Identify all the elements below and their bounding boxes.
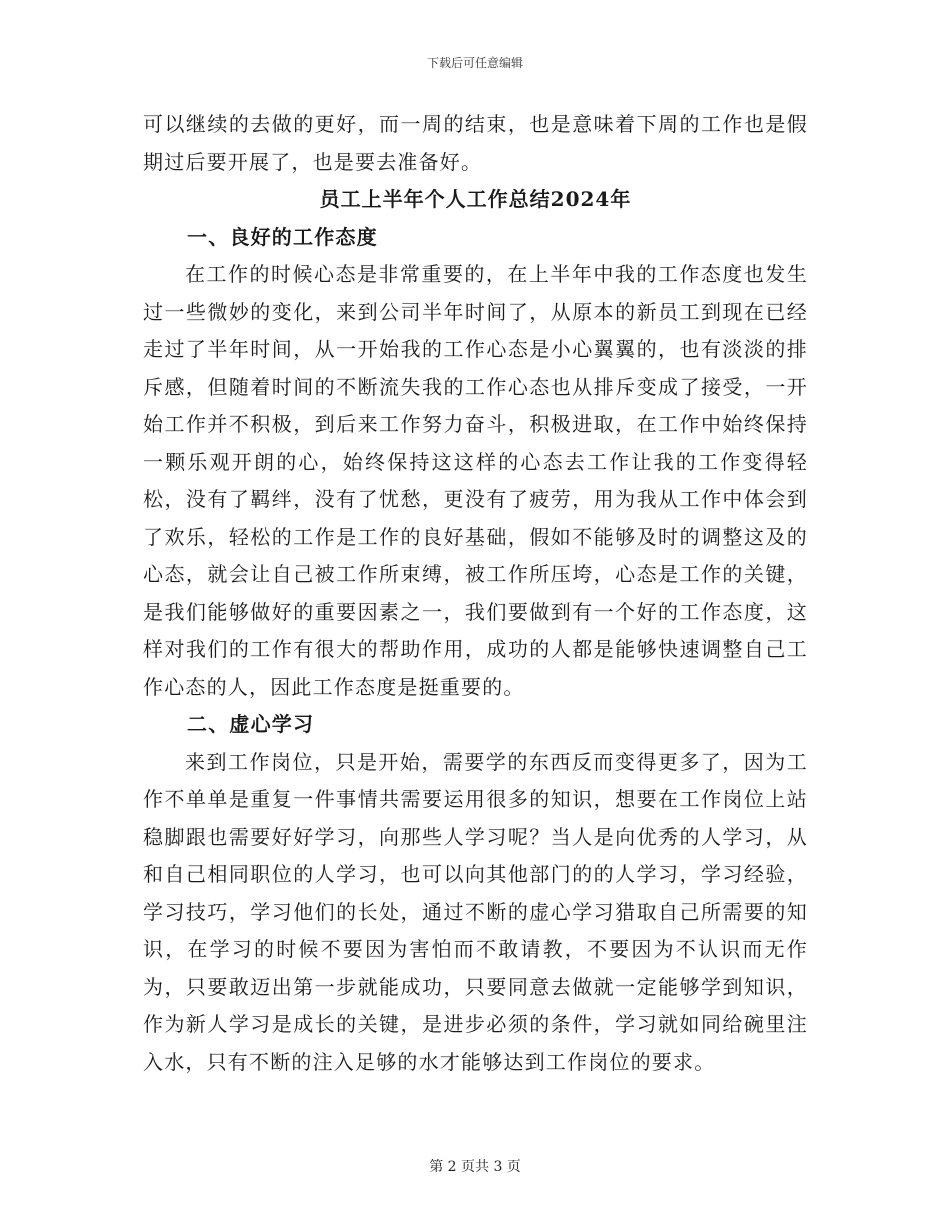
- section-heading-attitude: 一、良好的工作态度: [187, 224, 378, 249]
- document-title: 员工上半年个人工作总结2024年: [319, 187, 632, 211]
- page-header-note: 下载后可任意编辑: [426, 56, 523, 70]
- intro-paragraph: 可以继续的去做的更好，而一周的结束，也是意味着下周的工作也是假期过后要开展了，也是要去准备好。: [143, 112, 808, 174]
- section-body-attitude: 在工作的时候心态是非常重要的，在上半年中我的工作态度也发生过一些微妙的变化，来到公司半年时间了，从原本的新员工到现在已经走过了半年时间，从一开始我的工作心态是小心翼翼的，也有淡淡的排斥感，但随着时间的不断流失我的工作心态也从排斥变成了接受，一开始工作并不积极，到后来工作努力奋斗，积极进取，在工作中始终保持一颗乐观开朗的心，始终保持这这样的心态去工作让我的工作变得轻松，没有了羁绊，没有了忧愁，更没有了疲劳，用为我从工作中体会到了欢乐，轻松的工作是工作的良好基础，假如不能够及时的调整这及的心态，就会让自己被工作所束缚，被工作所压垮，心态是工作的关键，是我们能够做好的重要因素之一，我们要做到有一个好的工作态度，这样对我们的工作有很大的帮助作用，成功的人都是能够快速调整自己工作心态的人，因此工作态度是挺重要的。: [143, 262, 808, 699]
- section-body-learning: 来到工作岗位，只是开始，需要学的东西反而变得更多了，因为工作不单单是重复一件事情共需要运用很多的知识，想要在工作岗位上站稳脚跟也需要好好学习，向那些人学习呢？当人是向优秀的人学习，从和自己相同职位的人学习，也可以向其他部门的的人学习，学习经验，学习技巧，学习他们的长处，通过不断的虚心学习猎取自己所需要的知识，在学习的时候不要因为害怕而不敢请教，不要因为不认识而无作为，只要敢迈出第一步就能成功，只要同意去做就一定能够学到知识，作为新人学习是成长的关键，是进步必须的条件，学习就如同给碗里注入水，只有不断的注入足够的水才能够达到工作岗位的要求。: [143, 749, 808, 1074]
- page-number-footer: 第 2 页共 3 页: [429, 1159, 521, 1175]
- document-body: [143, 106, 808, 1081]
- section-heading-learning: 二、虚心学习: [187, 712, 315, 736]
